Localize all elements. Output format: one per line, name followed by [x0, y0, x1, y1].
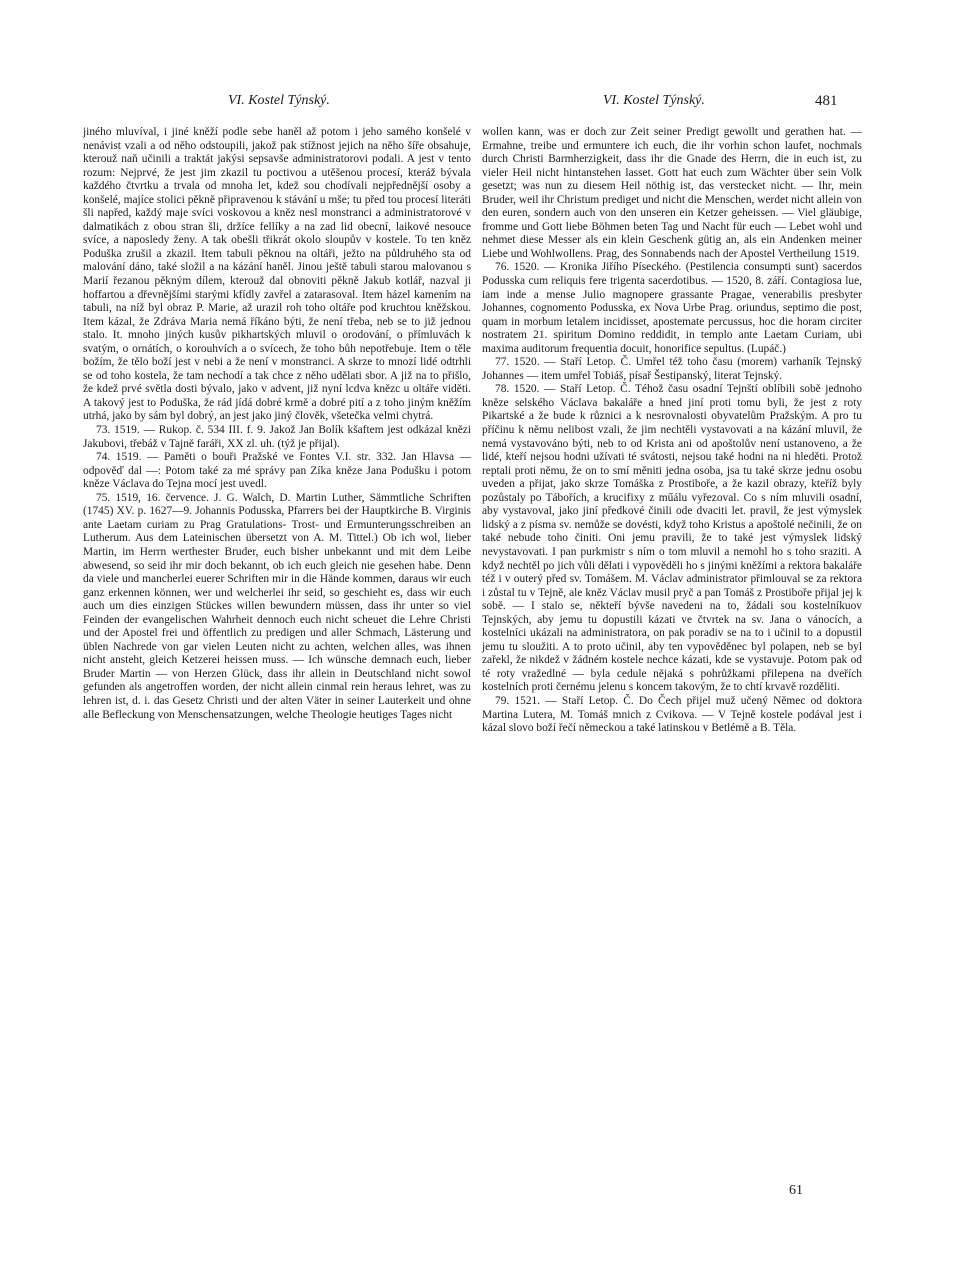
- paragraph: 74. 1519. — Paměti o bouři Pražské ve Fontes V.I. str. 332. Jan Hlavsa — odpověď dal —: Potom také za mé správy pan Zíka kněze Jana Podušku i potom kněze Václava do Tejna mocí jest uvedl.: [83, 451, 471, 491]
- right-column: [482, 126, 862, 736]
- paragraph: wollen kann, was er doch zur Zeit seiner Predigt gewollt und gerathen hat. — Ermahne, treibe und ermuntere ich euch, die ihr vorhin schon laufet, nochmals durch Christi Barmherzigkeit, dass ihr die Gnade des Herrn, die in euch ist, zu vieler Heil nicht hintanstehen lasset. Gott hat euch zum Wächter über sein Volk gesetzt; was nun zu diesem Heil nöthig ist, das verstecket nicht. — Ihr, mein Bruder, weil ihr Christum prediget und nicht die Menschen, werdet nicht allein von den euren, sondern auch von den unseren ein Ketzer geheissen. — Viel gläubige, fromme und Gott liebe Böhmen beten Tag und Nacht für euch — Lebet wohl und nehmet diese Messer als ein klein Geschenk gütig an, als ein Andenken meiner Liebe und Wohlwollens. Prag, des Sonnabends nach der Apostel Vertheilung 1519.: [482, 126, 862, 260]
- paragraph: 78. 1520. — Staří Letop. Č. Téhož času osadní Tejnští oblíbili sobě jednoho kněze selského Václava bakaláře a hned jiní proti tomu byli, že jest z roty Pikartské a že bude k různici a k nesrovnalosti obyvatelům Pražským. A pro tu příčinu k němu nelibost vzali, že jim nechtěli vystavovati a na kázání mluvil, že nemá vystavováno býti, neb to od Krista ani od apoštolův není ustanoveno, a že lidé, kteří nejsou hodni užívati té svátosti, nejsou také hodni na ni hleděti. Protož reptali proti němu, že on to smí měniti jedna osoba, jsa tu také skrze jednu osobu uveden a přijat, jako skrze Tomáška z Prostiboře, a že kazil obrazy, kteříž byly pozůstaly po Tábořích, a krucifixy z műálu vyřezoval. Co s ním mluvili osadní, aby vystavoval, jako jiní předkové činili ode dvaciti let. pravil, že jest výmyslek lidský a z písma sv. nemůže se dovésti, když toho Kristus a apoštolé nečinili, že on také nebude toho činiti. Oni jemu pravili, že to také jest výmyslek lidský nevystavovati. I pan purkmistr s ním o tom mluvil a nemohl ho s toho sraziti. A když nechtěl po jich vůli dělati i vypověděli ho s jinými kněžími a rektora bakaláře též i v outerý před sv. Tomášem. M. Václav administrator přimlouval se za rektora i zůstal tu v Tejně, ale kněz Václav musil pryč a pan Tomáš z Prostiboře přijal jej k sobě. — I stalo se, někteří bývše navedeni na to, žádali sou kostelníkuov Tejnských, aby jemu tu dopustili kázati ve čtvrtek na sv. Jana o vánocích, a kostelníci ukázali na administratora, on pak poradiv se na to i učinil to a dopustil jemu tu sloužiti. A to proto učinil, aby ten vypověděnec byl polapen, neb se byl zařekl, že nikdež v žádném kostele nechce kázati, kde se vystavuje. Potom pak od té roty vražedlné — byla cedule nějaká s pohrůžkami přilepena na dveřích kostelních proti černému jelenu s koncem takovým, že to chtí krvavě rozděliti.: [482, 383, 862, 694]
- paragraph: 73. 1519. — Rukop. č. 534 III. f. 9. Jakož Jan Bolík kšaftem jest odkázal knězi Jakubovi, třebáž v Tajně faráři, XX zl. uh. (týž je přijal).: [83, 424, 471, 450]
- paragraph: jiného mluvíval, i jiné kněží podle sebe haněl až potom i jeho samého konšelé v nenávist vzali a od něho odstoupili, jakož pak stížnost jejich na něho šíře obsahuje, kterouž naň učinili a traktát jakýsi sepsavše administratorovi podali. A jest v tento rozum: Nejprvé, že jest jim zkazil tu poctivou a utěšenou procesí, kteráž bývala každého čtvrtku a trvala od mnoha let, kdež sou chodívali nejpřednější osoby a konšelé, majíce stolici pěkně připravenou k stávání u mše; tu před tou procesí literáti šli napřed, každý maje svíci voskovou a kněz nesl monstranci a administratorové v dalmatikách z obou stran šli, držíce fellíky a na zad lid obecní, laikové nesouce svíce, a naposledy ženy. A tak obešli třikrát okolo sloupův v kostele. To ten kněz Poduška zrušil a zkazil. Item tabuli pěknou na oltáři, ježto na půldruhého sta od malování dáno, také složil a na kázání haněl. Jinou ještě tabuli starou malovanou s Marií řezanou pěkným dílem, kterouž dal obnoviti pěkně Jakub kotlář, nazval ji hoffartou a dřevnějšími starými kfídly zavřel a zatarasoval. Item házel kamením na tabuli, na níž byl obraz P. Marie, až urazil roh toho oltáře pod kruchtou kněžskou. Item kázal, že Zdráva Maria nemá říkáno býti, že není třeba, neb se to již jednou stalo. It. mnoho jiných kusův pikhartských mluvil o orodování, o přímluvách k svatým, o ornátích, o korouhvích a o svícech, že toho bůh nepotřebuje. Item o těle božím, že tělo boží jest v nebi a že není v monstranci. A skrze to mnozí lidé odtrhli se od toho kostela, že tam nechodí a tak chce z něho udělati sbor. A již na to přišlo, že kdež prvé světla dosti bývalo, jako v advent, již nyní lcdva knězc u oltáře viděti. A takový jest to Poduška, že rád jídá dobré krmě a dobré pití a z toho jiným kněžím utrhá, jako by sám byl dobrý, an jest jako jiný člověk, všetečka velmi chytrá.: [83, 126, 471, 423]
- signature-mark: 61: [789, 1183, 803, 1198]
- running-head-right: VI. Kostel Týnský.: [603, 93, 705, 108]
- paragraph: 79. 1521. — Staří Letop. Č. Do Čech přijel muž učený Němec od doktora Martina Lutera, M. Tomáš mnich z Cvikova. — V Tejně kostele podával jest i kázal slovo boží řečí německou a také latinskou v Betlémě a B. Těla.: [482, 694, 862, 735]
- running-head-left: VI. Kostel Týnský.: [228, 93, 330, 108]
- page-number: 481: [815, 93, 838, 109]
- paragraph: 77. 1520. — Staří Letop. Č. Umřel též toho času (morem) varhaník Tejnský Johannes — item umřel Tobiáš, písař Šestipanský, literat Tejnský.: [482, 356, 862, 382]
- paragraph: 76. 1520. — Kronika Jiřího Píseckého. (Pestilencia consumpti sunt) sacerdos Podusska cum reliquis fere trigenta sacerdotibus. — 1520, 8. září. Contagiosa lue, iam inde a mense Julio magnopere grassante Pragae, venerabilis presbyter Johannes, cognomento Podusska, ex Nova Urbe Prag. oriundus, septimo die post, quam in morbum letalem incidisset, apostemate percussus, hoc die horam circiter nostratem 21. spiritum Domino reddidit, in templo ante Laetam Curiam, ubi maxima auditorum frequentia docuit, honorifice sepultus. (Lupáč.): [482, 261, 862, 355]
- paragraph: 75. 1519, 16. července. J. G. Walch, D. Martin Luther, Sämmtliche Schriften (1745) XV. p. 1627—9. Johannis Podusska, Pfarrers bei der Hauptkirche B. Virginis ante Laetam curiam zu Prag Gratulations- Trost- und Ermunterungsschreiben an Lutherum. Aus dem Lateinischen übersetzt von A. M. Tittel.) Ob ich wol, lieber Martin, im Herrn werthester Bruder, euch bisher unbekannt und mit dem Leibe abwesend, so seid ihr mir doch bekannt, ob ich euch gleich nie gesehen habe. Denn da viele und mancherlei euerer Schriften mir in die Hände kommen, daraus wir euch ganz erkennen können, wer und welcherlei ihr seid, so geschieht es, dass wir euch auch um dies einzigen Stückes willen bewundern müssen, dass ihr unter so viel Feinden der evangelischen Wahrheit dennoch euch nicht scheuet die Lehre Christi und der Apostel frei und öffentlich zu predigen und aller Schmach, Lästerung und üblen Nachrede von gar vielen Leuten nicht zu achten, welchen alles, was ihnen nicht ansteht, gleich Ketzerei heissen muss. — Ich wünsche demnach euch, lieber Bruder Martin — von Herzen Glück, dass ihr allein in Deutschland nicht sowol gefunden als angetroffen worden, der nicht allein cinmal rein heraus lehret, was zu lehren ist, d. i. das Gesetz Christi und der alten Väter in seiner Lauterkeit und ohne alle Befleckung von Menschensatzungen, welche Theologie heutiges Tages nicht: [83, 491, 471, 721]
- left-column: [83, 126, 471, 722]
